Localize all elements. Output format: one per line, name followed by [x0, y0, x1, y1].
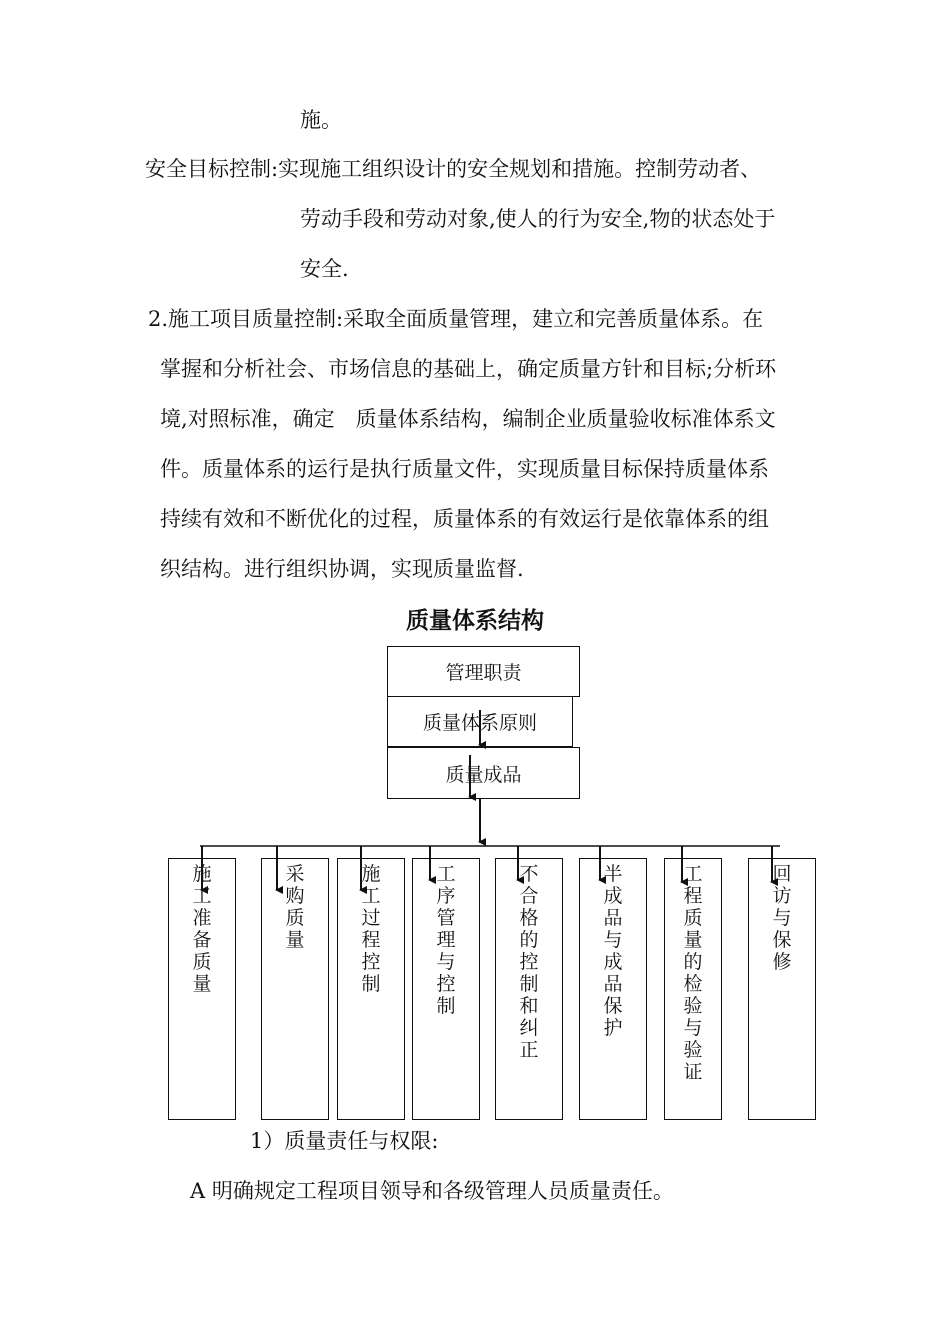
branch-label-1: 施工准备质量	[192, 863, 212, 995]
branch-box-6	[579, 858, 647, 1120]
branch-label-2: 采购质量	[285, 863, 305, 951]
text-line-q3: 境,对照标准，确定 质量体系结构，编制企业质量验收标准体系文	[160, 407, 776, 431]
text-line-q2: 掌握和分析社会、市场信息的基础上，确定质量方针和目标;分析环	[160, 357, 777, 381]
branch-box-1	[168, 858, 236, 1120]
diagram-title: 质量体系结构	[406, 607, 544, 634]
box-quality-principle: 质量体系原则	[387, 696, 573, 747]
branch-box-4	[412, 858, 480, 1120]
branch-box-3	[337, 858, 405, 1120]
text-line-3: 安全.	[300, 257, 349, 281]
text-line-f1: 1）质量责任与权限:	[250, 1129, 439, 1153]
branch-box-7	[664, 858, 722, 1120]
text-line-q6: 织结构。进行组织协调，实现质量监督.	[160, 557, 524, 581]
text-line-f2: A 明确规定工程项目领导和各级管理人员质量责任。	[190, 1179, 674, 1203]
branch-label-5: 不合格的控制和纠正	[519, 863, 539, 1061]
branch-label-4: 工序管理与控制	[436, 863, 456, 1017]
branch-label-7: 工程质量的检验与验证	[683, 863, 703, 1083]
branch-box-8	[748, 858, 816, 1120]
branch-label-3: 施工过程控制	[361, 863, 381, 995]
box-management-duty: 管理职责	[387, 646, 580, 697]
branch-label-8: 回访与保修	[772, 863, 792, 973]
branch-box-2	[261, 858, 329, 1120]
text-line-q1: 2.施工项目质量控制:采取全面质量管理，建立和完善质量体系。在	[148, 307, 764, 331]
branch-label-6: 半成品与成品保护	[603, 863, 623, 1039]
text-line-q5: 持续有效和不断优化的过程，质量体系的有效运行是依靠体系的组	[160, 507, 769, 531]
text-line-0: 施。	[300, 108, 342, 132]
branch-box-5	[495, 858, 563, 1120]
text-line-q4: 件。质量体系的运行是执行质量文件，实现质量目标保持质量体系	[160, 457, 769, 481]
text-line-1: 安全目标控制:实现施工组织设计的安全规划和措施。控制劳动者、	[145, 157, 762, 181]
box-quality-product: 质量成品	[387, 747, 580, 799]
text-line-2: 劳动手段和劳动对象,使人的行为安全,物的状态处于	[300, 207, 776, 231]
